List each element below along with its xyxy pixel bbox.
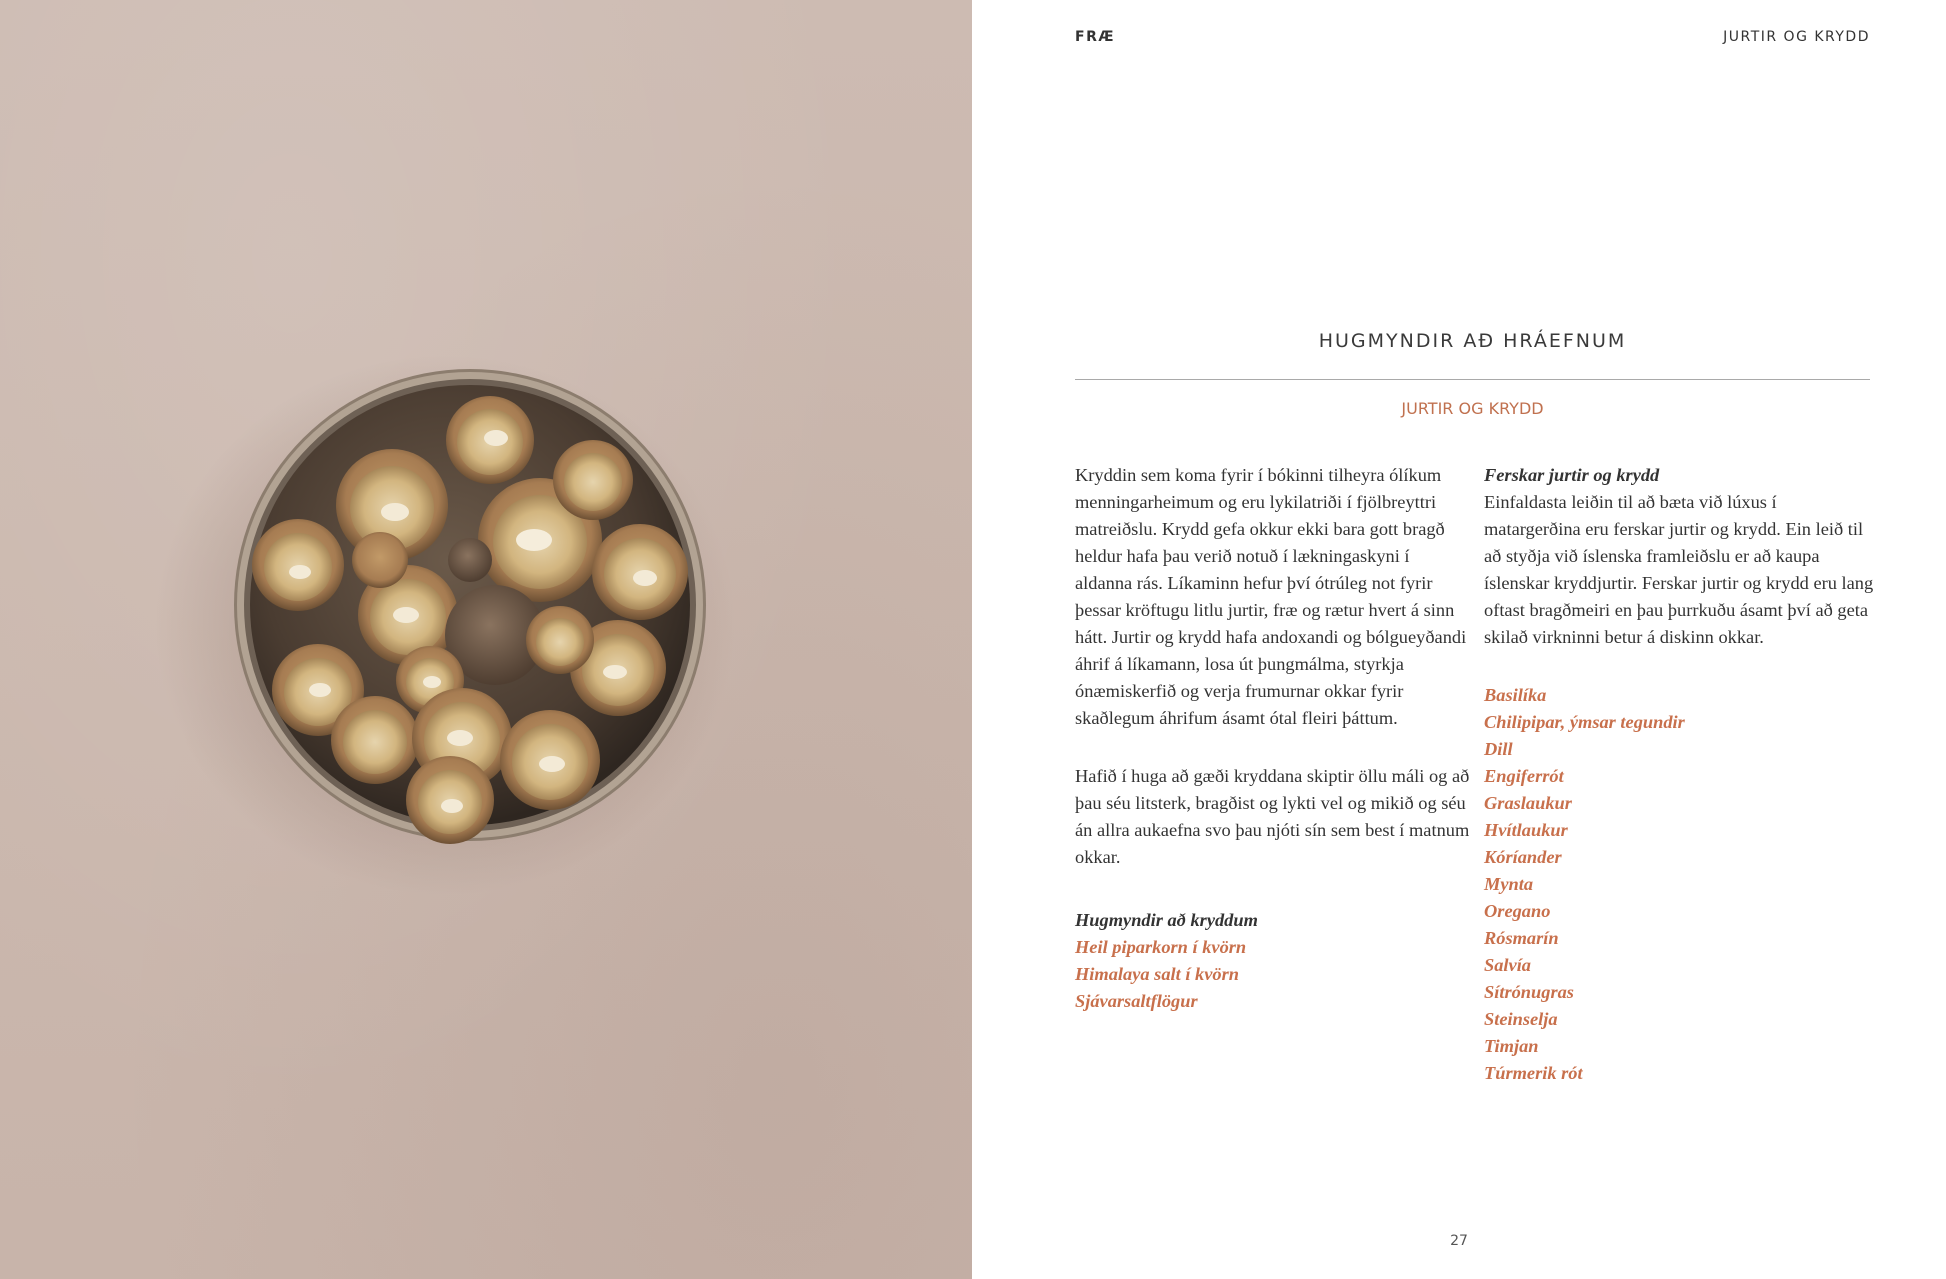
intro-paragraph: Kryddin sem koma fyrir í bókinni tilheyra ólíkum menningarheimum og eru lykilatriði í fjölbreyttri matreiðslu. Krydd gefa okkur ekki bara gott bragð heldur hafa þau verið notuð í lækningaskyni í aldanna rás. Líkaminn hefur því ótrúleg not fyrir þessar kröftugu litlu jurtir, fræ og rætur hvert á sinn hátt. Jurtir og krydd hafa andoxandi og bólgueyðandi áhrif á líkamann, losa út þungmálma, styrkja ónæmiskerfið og verja frumurnar okkar fyrir skaðlegum áhrifum ásamt ótal fleiri þáttum.: [1075, 465, 1467, 728]
section-title: HUGMYNDIR AÐ HRÁEFNUM: [1318, 330, 1627, 352]
text-page: [972, 0, 1946, 1279]
list-item: Engiferrót: [1484, 766, 1564, 786]
spice-ideas-list: [1075, 934, 1470, 1015]
list-item: Basilíka: [1484, 685, 1547, 705]
title-divider: [1075, 379, 1870, 380]
spice-ideas-heading: Hugmyndir að kryddum: [1075, 910, 1258, 930]
bowl-of-dried-shiitake-mushrooms-icon: [0, 0, 972, 1279]
page-number: 27: [1450, 1233, 1468, 1249]
left-column: [1075, 462, 1470, 1015]
list-item: Kóríander: [1484, 847, 1562, 867]
mushroom-bowl-photo: [0, 0, 972, 1279]
list-item: Heil piparkorn í kvörn: [1075, 937, 1247, 957]
list-item: Oregano: [1484, 901, 1551, 921]
list-item: Sjávarsaltflögur: [1075, 991, 1198, 1011]
right-column: [1484, 462, 1874, 1087]
running-header-left: FRÆ: [1075, 29, 1116, 45]
section-subtitle: JURTIR OG KRYDD: [1401, 399, 1544, 418]
fresh-herbs-paragraph: Einfaldasta leiðin til að bæta við lúxus í matargerðina eru ferskar jurtir og krydd. Ein leið til að styðja við íslenska framleiðslu er að kaupa íslenskar kryddjurtir. Ferskar jurtir og krydd eru lang oftast bragðmeiri en þau þurrkuðu ásamt því að geta skilað virkninni betur á diskinn okkar.: [1484, 492, 1874, 647]
list-item: Steinselja: [1484, 1009, 1558, 1029]
list-item: Túrmerik rót: [1484, 1063, 1583, 1083]
fresh-herbs-list: [1484, 682, 1874, 1087]
list-item: Sítrónugras: [1484, 982, 1574, 1002]
list-item: Himalaya salt í kvörn: [1075, 964, 1239, 984]
list-item: Chilipipar, ýmsar tegundir: [1484, 712, 1685, 732]
list-item: Salvía: [1484, 955, 1532, 975]
list-item: Rósmarín: [1484, 928, 1559, 948]
list-item: Graslaukur: [1484, 793, 1572, 813]
quality-paragraph: Hafið í huga að gæði kryddana skiptir öllu máli og að þau séu litsterk, bragðist og lykti vel og mikið og séu án allra aukaefna svo þau njóti sín sem best í matnum okkar.: [1075, 766, 1470, 867]
list-item: Mynta: [1484, 874, 1534, 894]
running-header-right: JURTIR OG KRYDD: [1723, 29, 1870, 45]
fresh-herbs-heading: Ferskar jurtir og krydd: [1484, 465, 1660, 485]
list-item: Dill: [1484, 739, 1513, 759]
list-item: Hvítlaukur: [1484, 820, 1568, 840]
list-item: Timjan: [1484, 1036, 1539, 1056]
